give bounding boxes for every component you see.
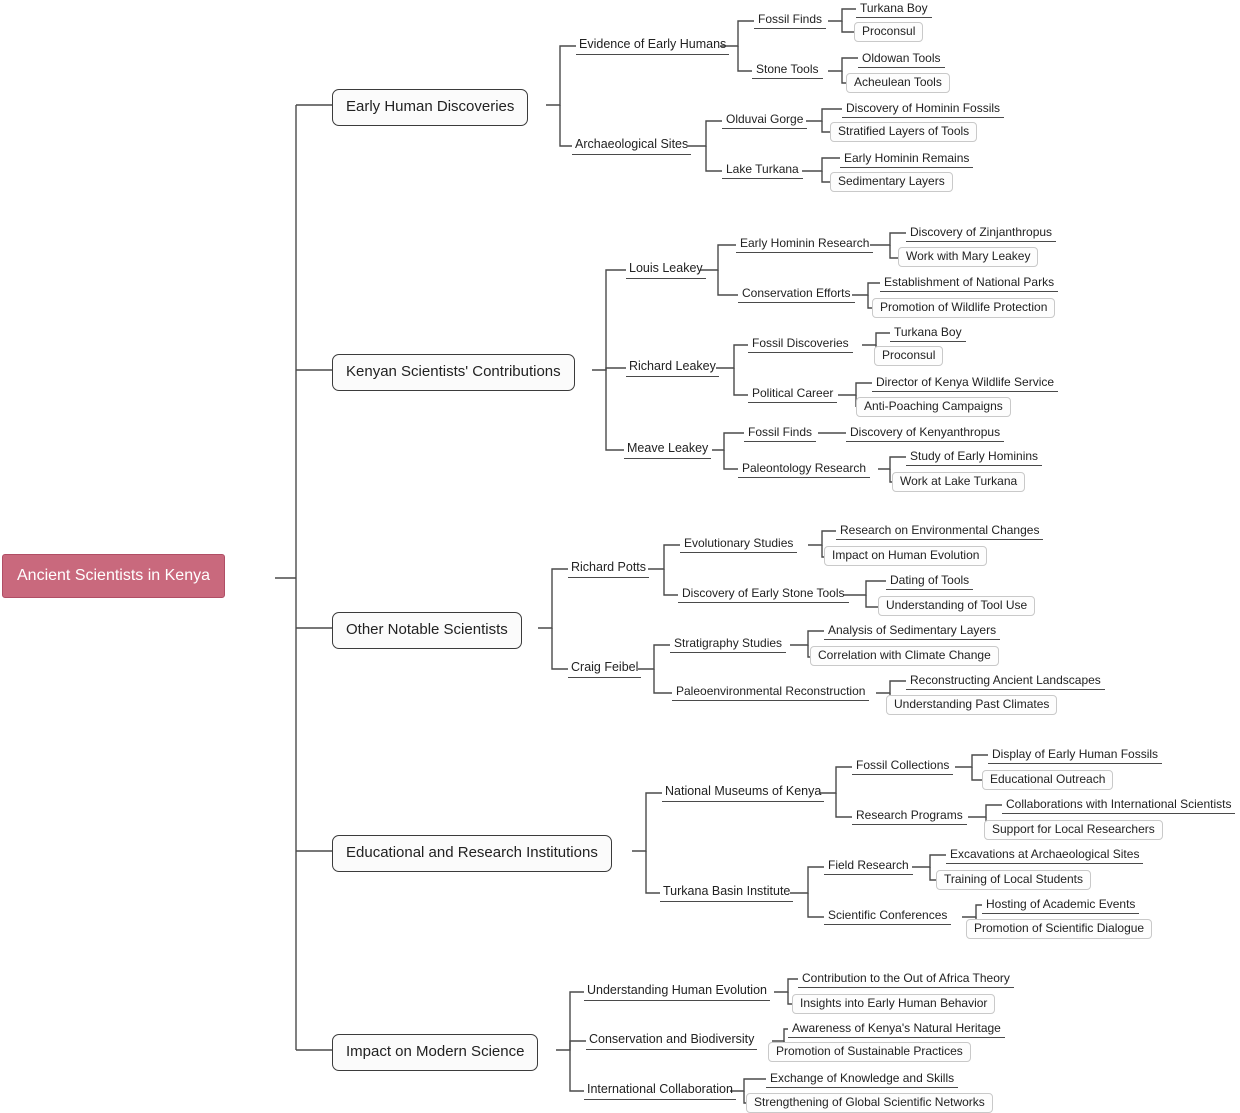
branch-kenyan-scientists-contributions[interactable]: Kenyan Scientists' Contributions (332, 354, 575, 391)
node-work-with-mary-leakey[interactable]: Work with Mary Leakey (898, 247, 1038, 267)
node-proconsul-1[interactable]: Proconsul (854, 22, 923, 42)
node-craig-feibel[interactable]: Craig Feibel (568, 660, 641, 678)
mindmap-root-node[interactable]: Ancient Scientists in Kenya (2, 554, 225, 598)
node-meave-leakey[interactable]: Meave Leakey (624, 441, 711, 459)
node-discovery-of-kenyanthropus[interactable]: Discovery of Kenyanthropus (846, 425, 1004, 442)
node-turkana-basin-institute[interactable]: Turkana Basin Institute (660, 884, 793, 902)
node-correlation-with-climate-change[interactable]: Correlation with Climate Change (810, 646, 999, 666)
node-stone-tools[interactable]: Stone Tools (752, 62, 823, 79)
node-field-research[interactable]: Field Research (824, 858, 913, 875)
node-conservation-and-biodiversity[interactable]: Conservation and Biodiversity (586, 1032, 757, 1050)
node-paleontology-research[interactable]: Paleontology Research (738, 461, 870, 478)
node-discovery-of-early-stone-tools[interactable]: Discovery of Early Stone Tools (678, 586, 849, 603)
node-strengthening-of-global-scientific-networks[interactable]: Strengthening of Global Scientific Networks (746, 1093, 993, 1113)
node-excavations-at-archaeological-sites[interactable]: Excavations at Archaeological Sites (946, 847, 1143, 864)
node-promotion-of-scientific-dialogue[interactable]: Promotion of Scientific Dialogue (966, 919, 1152, 939)
node-discovery-of-hominin-fossils[interactable]: Discovery of Hominin Fossils (842, 101, 1004, 118)
node-educational-outreach[interactable]: Educational Outreach (982, 770, 1113, 790)
node-fossil-discoveries[interactable]: Fossil Discoveries (748, 336, 853, 353)
node-early-hominin-remains[interactable]: Early Hominin Remains (840, 151, 973, 168)
node-training-of-local-students[interactable]: Training of Local Students (936, 870, 1091, 890)
node-research-on-environmental-changes[interactable]: Research on Environmental Changes (836, 523, 1043, 540)
node-early-hominin-research[interactable]: Early Hominin Research (736, 236, 873, 253)
node-anti-poaching-campaigns[interactable]: Anti-Poaching Campaigns (856, 397, 1011, 417)
node-insights-into-early-human-behavior[interactable]: Insights into Early Human Behavior (792, 994, 995, 1014)
node-awareness-of-kenyas-natural-heritage[interactable]: Awareness of Kenya's Natural Heritage (788, 1021, 1005, 1038)
node-evolutionary-studies[interactable]: Evolutionary Studies (680, 536, 797, 553)
node-reconstructing-ancient-landscapes[interactable]: Reconstructing Ancient Landscapes (906, 673, 1105, 690)
node-olduvai-gorge[interactable]: Olduvai Gorge (722, 112, 807, 129)
node-turkana-boy-1[interactable]: Turkana Boy (856, 1, 932, 18)
node-director-of-kenya-wildlife-service[interactable]: Director of Kenya Wildlife Service (872, 375, 1058, 392)
node-sedimentary-layers[interactable]: Sedimentary Layers (830, 172, 953, 192)
node-oldowan-tools[interactable]: Oldowan Tools (858, 51, 945, 68)
node-discovery-of-zinjanthropus[interactable]: Discovery of Zinjanthropus (906, 225, 1056, 242)
node-stratified-layers-of-tools[interactable]: Stratified Layers of Tools (830, 122, 977, 142)
node-promotion-of-wildlife-protection[interactable]: Promotion of Wildlife Protection (872, 298, 1055, 318)
branch-impact-on-modern-science[interactable]: Impact on Modern Science (332, 1034, 538, 1071)
node-fossil-collections[interactable]: Fossil Collections (852, 758, 953, 775)
node-understanding-of-tool-use[interactable]: Understanding of Tool Use (878, 596, 1035, 616)
node-richard-potts[interactable]: Richard Potts (568, 560, 649, 578)
node-turkana-boy-2[interactable]: Turkana Boy (890, 325, 966, 342)
node-paleoenvironmental-reconstruction[interactable]: Paleoenvironmental Reconstruction (672, 684, 869, 701)
node-fossil-finds-2[interactable]: Fossil Finds (744, 425, 816, 442)
branch-educational-and-research-institutions[interactable]: Educational and Research Institutions (332, 835, 612, 872)
node-dating-of-tools[interactable]: Dating of Tools (886, 573, 973, 590)
node-international-collaboration[interactable]: International Collaboration (584, 1082, 736, 1100)
node-conservation-efforts[interactable]: Conservation Efforts (738, 286, 855, 303)
node-promotion-of-sustainable-practices[interactable]: Promotion of Sustainable Practices (768, 1042, 971, 1062)
node-national-museums-of-kenya[interactable]: National Museums of Kenya (662, 784, 824, 802)
node-hosting-of-academic-events[interactable]: Hosting of Academic Events (982, 897, 1139, 914)
node-display-of-early-human-fossils[interactable]: Display of Early Human Fossils (988, 747, 1162, 764)
branch-early-human-discoveries[interactable]: Early Human Discoveries (332, 89, 528, 126)
node-support-for-local-researchers[interactable]: Support for Local Researchers (984, 820, 1163, 840)
node-proconsul-2[interactable]: Proconsul (874, 346, 943, 366)
node-understanding-human-evolution[interactable]: Understanding Human Evolution (584, 983, 770, 1001)
node-lake-turkana-1[interactable]: Lake Turkana (722, 162, 803, 179)
node-exchange-of-knowledge-and-skills[interactable]: Exchange of Knowledge and Skills (766, 1071, 958, 1088)
node-richard-leakey[interactable]: Richard Leakey (626, 359, 719, 377)
node-establishment-of-national-parks[interactable]: Establishment of National Parks (880, 275, 1058, 292)
node-stratigraphy-studies[interactable]: Stratigraphy Studies (670, 636, 786, 653)
node-work-at-lake-turkana[interactable]: Work at Lake Turkana (892, 472, 1025, 492)
node-acheulean-tools[interactable]: Acheulean Tools (846, 73, 950, 93)
node-understanding-past-climates[interactable]: Understanding Past Climates (886, 695, 1057, 715)
node-impact-on-human-evolution[interactable]: Impact on Human Evolution (824, 546, 987, 566)
node-scientific-conferences[interactable]: Scientific Conferences (824, 908, 951, 925)
node-research-programs[interactable]: Research Programs (852, 808, 967, 825)
node-contribution-to-out-of-africa-theory[interactable]: Contribution to the Out of Africa Theory (798, 971, 1014, 988)
node-collaborations-with-international-scientists[interactable]: Collaborations with International Scientists (1002, 797, 1235, 814)
node-study-of-early-hominins[interactable]: Study of Early Hominins (906, 449, 1042, 466)
node-political-career[interactable]: Political Career (748, 386, 837, 403)
branch-other-notable-scientists[interactable]: Other Notable Scientists (332, 612, 522, 649)
node-evidence-of-early-humans[interactable]: Evidence of Early Humans (576, 37, 729, 55)
node-archaeological-sites[interactable]: Archaeological Sites (572, 137, 691, 155)
node-fossil-finds[interactable]: Fossil Finds (754, 12, 826, 29)
node-louis-leakey[interactable]: Louis Leakey (626, 261, 706, 279)
node-analysis-of-sedimentary-layers[interactable]: Analysis of Sedimentary Layers (824, 623, 1000, 640)
